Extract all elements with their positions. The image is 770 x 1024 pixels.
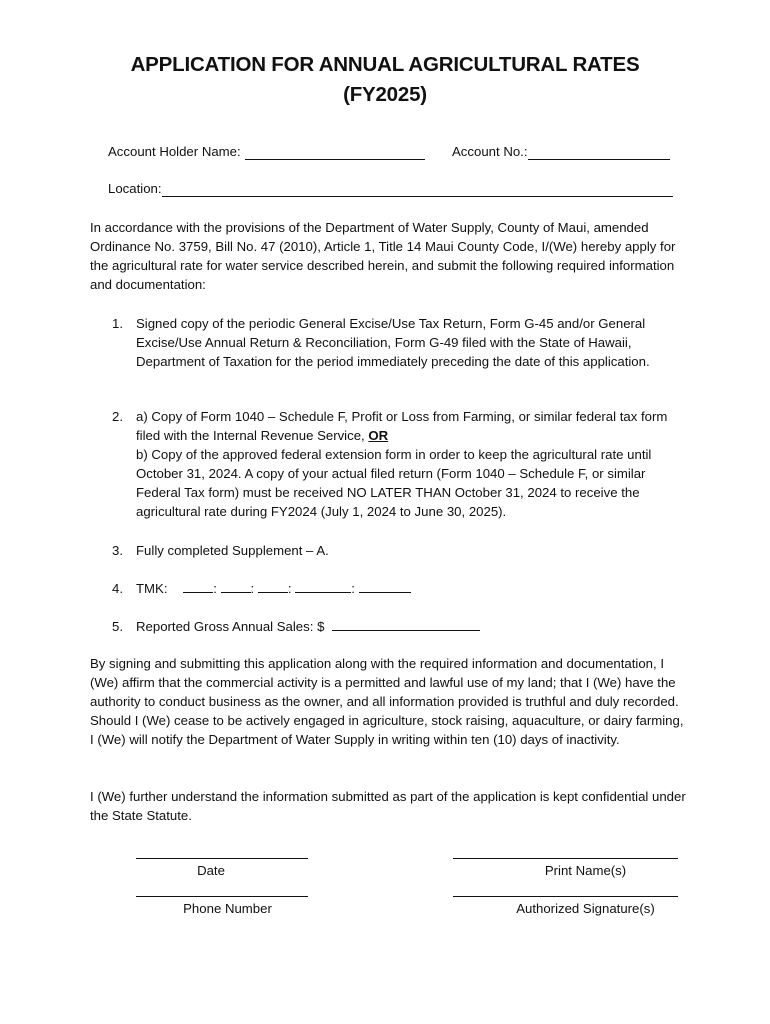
item-number: 2. xyxy=(112,409,123,424)
confidential-paragraph: I (We) further understand the information submitted as part of the application is kept confidential under the State Statute. xyxy=(90,789,686,823)
intro-paragraph: In accordance with the provisions of the Department of Water Supply, County of Maui, amended Ordinance No. 3759, Bill No. 47 (2010), Article 1, Title 14 Maui County Code, I/(We) hereby apply for the agricultural rate for water service described herein, and submit the following required information and documentation: xyxy=(90,220,676,292)
account-holder-blank[interactable] xyxy=(245,145,425,160)
tmk-parcel-blank[interactable] xyxy=(295,579,351,593)
title-line-1: APPLICATION FOR ANNUAL AGRICULTURAL RATES xyxy=(130,53,640,76)
requirement-item-5 xyxy=(112,617,682,636)
gross-sales-label: Reported Gross Annual Sales: $ xyxy=(136,619,325,634)
print-name-label: Print Name(s) xyxy=(544,863,627,878)
location-blank[interactable] xyxy=(162,182,673,197)
account-no-blank[interactable] xyxy=(528,145,670,160)
account-holder-field xyxy=(108,144,425,160)
item-number: 1. xyxy=(112,316,123,331)
location-label: Location: xyxy=(108,181,162,196)
phone-line[interactable] xyxy=(136,896,308,897)
or-emphasis: OR xyxy=(368,428,389,443)
item-number: 5. xyxy=(112,619,123,634)
requirement-item-1 xyxy=(112,314,682,371)
title-line-2: (FY2025) xyxy=(343,83,427,106)
account-no-field xyxy=(452,144,670,160)
requirement-item-4 xyxy=(112,579,682,598)
tmk-label: TMK: xyxy=(136,581,168,596)
account-holder-label: Account Holder Name: xyxy=(108,144,241,159)
gross-sales-field xyxy=(136,617,682,636)
item-2-part-a: a) Copy of Form 1040 – Schedule F, Profit or Loss from Farming, or similar federal tax form filed with the Internal Revenue Service, OR xyxy=(136,409,668,443)
location-field xyxy=(108,181,673,197)
affirmation-paragraph: By signing and submitting this application along with the required information and documentation, I (We) affirm that the commercial activity is a permitted and lawful use of my land; that I (We) have the authority to conduct business as the owner, and all information provided is truthful and duly recorded. Should I (We) cease to be actively engaged in agriculture, stock raising, aquaculture, or dairy farming, I (We) will notify the Department of Water Supply in writing within ten (10) days of inactivity. xyxy=(90,656,684,747)
date-label: Date xyxy=(197,863,225,878)
item-number: 4. xyxy=(112,581,123,596)
tmk-cpr-blank[interactable] xyxy=(359,579,411,593)
authorized-signature-line[interactable] xyxy=(453,896,678,897)
phone-label: Phone Number xyxy=(183,901,272,916)
requirement-item-3 xyxy=(112,541,682,560)
item-text: Signed copy of the periodic General Excise/Use Tax Return, Form G-45 and/or General Excise/Use Annual Return & Reconciliation, Form G-49 filed with the State of Hawaii, Department of Taxation for the period immediately preceding the date of this application. xyxy=(136,316,650,369)
item-2-part-b: b) Copy of the approved federal extension form in order to keep the agricultural rate until October 31, 2024. A copy of your actual filed return (Form 1040 – Schedule F, or similar Federal Tax form) must be received NO LATER THAN October 31, 2024 to receive the agricultural rate during FY2024 (July 1, 2024 to June 30, 2025). xyxy=(136,447,652,519)
gross-sales-blank[interactable] xyxy=(332,617,480,631)
item-text: Fully completed Supplement – A. xyxy=(136,543,329,558)
requirement-item-2 xyxy=(112,407,682,521)
tmk-plat-blank[interactable] xyxy=(258,579,288,593)
date-line[interactable] xyxy=(136,858,308,859)
account-no-label: Account No.: xyxy=(452,144,528,159)
form-title xyxy=(0,50,770,110)
tmk-section-blank[interactable] xyxy=(221,579,251,593)
print-name-line[interactable] xyxy=(453,858,678,859)
tmk-field: TMK: : : : : xyxy=(136,579,682,598)
item-number: 3. xyxy=(112,543,123,558)
tmk-zone-blank[interactable] xyxy=(183,579,213,593)
authorized-signature-label: Authorized Signature(s) xyxy=(516,901,655,916)
